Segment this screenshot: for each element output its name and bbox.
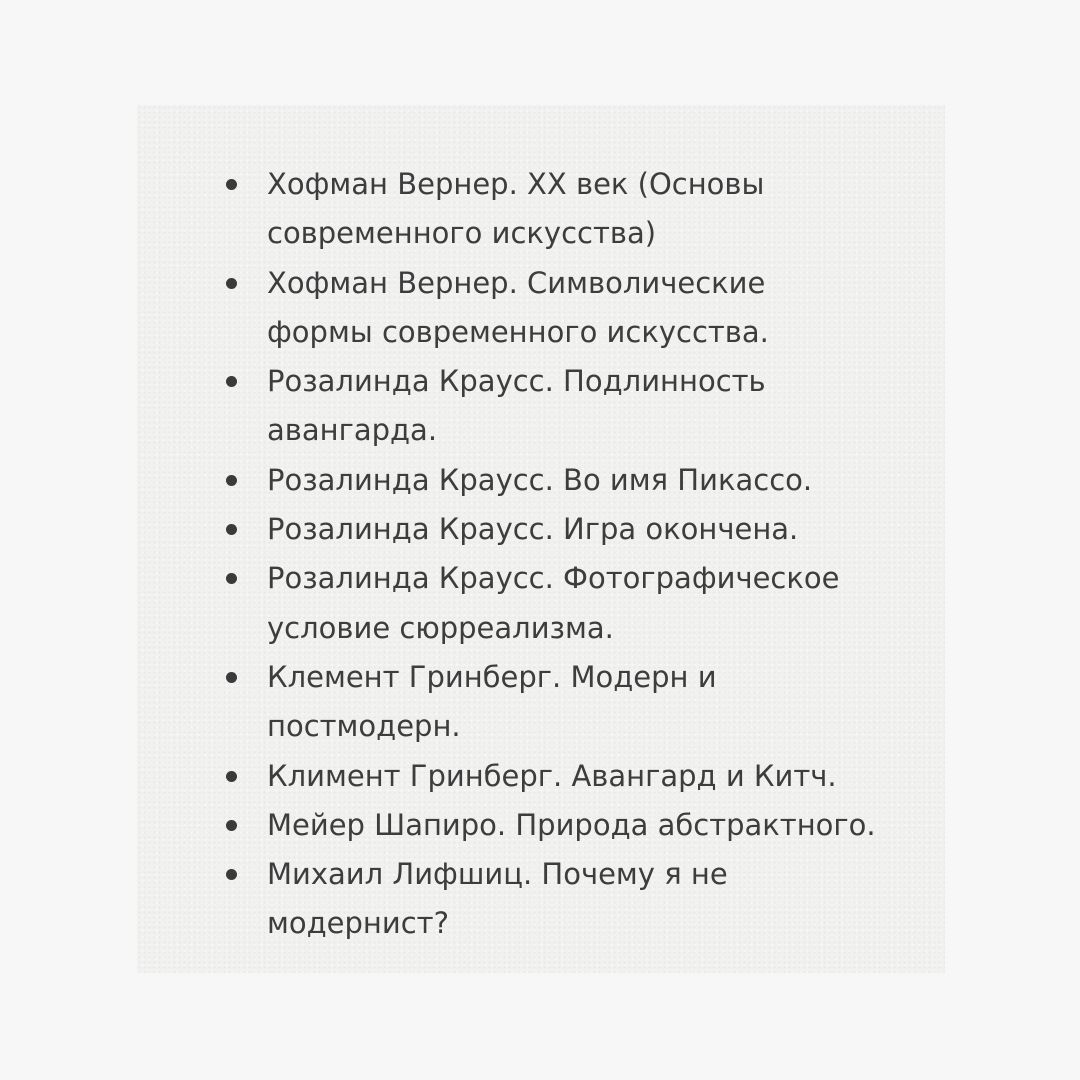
list-item-line: постмодерн. bbox=[267, 709, 461, 744]
bullet-icon bbox=[226, 771, 237, 782]
list-item-line: Розалинда Краусс. Во имя Пикассо. bbox=[267, 462, 813, 497]
list-item-line: Хофман Вернер. XX век (Основы bbox=[267, 167, 765, 201]
list-item-line: формы современного искусства. bbox=[267, 314, 769, 349]
list-item bbox=[223, 801, 943, 850]
list-item-line: условие сюрреализма. bbox=[267, 610, 614, 645]
list-item bbox=[223, 850, 943, 949]
list-item bbox=[223, 752, 943, 801]
list-item-line: современного искусства) bbox=[267, 216, 657, 251]
bullet-icon bbox=[226, 869, 237, 880]
list-item bbox=[223, 160, 943, 259]
reading-list bbox=[223, 160, 943, 949]
list-item bbox=[223, 554, 943, 653]
list-item-line: Мейер Шапиро. Природа абстрактного. bbox=[267, 807, 876, 842]
bullet-icon bbox=[226, 524, 237, 535]
list-item bbox=[223, 259, 943, 358]
bullet-icon bbox=[226, 278, 237, 289]
bullet-icon bbox=[226, 475, 237, 486]
bullet-icon bbox=[226, 376, 237, 387]
list-item bbox=[223, 456, 943, 505]
list-item-line: Розалинда Краусс. Игра окончена. bbox=[267, 512, 799, 547]
list-item bbox=[223, 653, 943, 752]
list-item-line: Розалинда Краусс. Подлинность bbox=[267, 364, 766, 399]
list-item-line: Климент Гринберг. Авангард и Китч. bbox=[267, 758, 837, 793]
list-item-line: Михаил Лифшиц. Почему я не bbox=[267, 857, 728, 892]
bullet-icon bbox=[226, 820, 237, 831]
list-item-line: Хофман Вернер. Символические bbox=[267, 265, 766, 300]
list-item-line: модернист? bbox=[267, 906, 449, 941]
list-item-line: Розалинда Краусс. Фотографическое bbox=[267, 561, 840, 596]
list-item-line: Клемент Гринберг. Модерн и bbox=[267, 659, 717, 694]
bullet-icon bbox=[226, 672, 237, 683]
list-item bbox=[223, 357, 943, 456]
bullet-icon bbox=[226, 573, 237, 584]
list-item bbox=[223, 505, 943, 554]
list-item-line: авангарда. bbox=[267, 413, 438, 448]
bullet-icon bbox=[226, 179, 237, 190]
